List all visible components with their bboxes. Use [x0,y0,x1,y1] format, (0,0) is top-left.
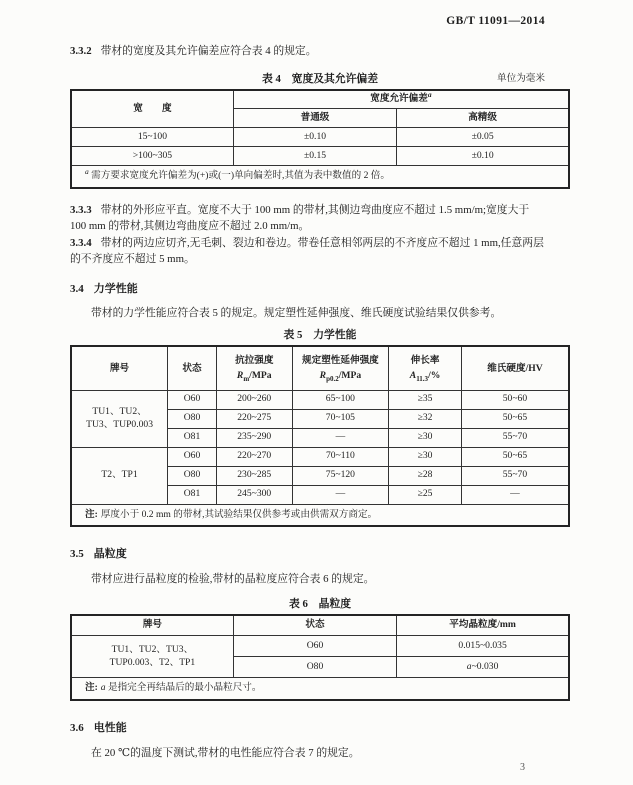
proof-cell: — [292,485,389,504]
table4-data-row [71,147,569,166]
section-3-3-2 [70,43,570,60]
proof-cell: 70~110 [292,447,389,466]
proof-cell: — [292,428,389,447]
grain-size-cell [397,657,569,678]
tolerance-cell: ±0.10 [397,147,569,166]
header-line: 抗拉强度 [235,355,274,367]
grade-group-cell [71,390,168,447]
table5-header-temper: 状态 [168,346,217,390]
temper-cell: O81 [168,428,217,447]
table4-width-tolerance [70,89,570,189]
table4-note-row [71,166,569,188]
hardness-cell: — [461,485,569,504]
tensile-cell: 235~290 [216,428,292,447]
header-line: 规定塑性延伸强度 [302,355,379,367]
unit: /MPa [338,370,362,382]
table5-data-row [71,390,569,409]
symbol-subscript: 11.3 [416,375,429,384]
symbol-subscript: m [243,375,250,384]
clause-number: 3.3.3 [70,203,92,216]
grade-line: TU1、TU2、TU3、 [111,644,194,655]
temper-cell: O60 [233,636,396,657]
symbol-subscript: p0.2 [326,375,339,384]
table6-header-row [71,615,569,636]
section-3-4-heading [70,282,570,296]
note-text: 是指完全再结晶后的最小晶粒尺寸。 [108,682,262,693]
proof-cell: 75~120 [292,466,389,485]
proof-cell: 70~105 [292,409,389,428]
table4-unit-label: 单位为毫米 [497,72,545,84]
unit: /% [428,370,441,382]
temper-cell: O60 [168,447,217,466]
hardness-cell: 55~70 [461,466,569,485]
tensile-cell: 230~285 [216,466,292,485]
symbol: a [466,660,472,672]
table6-note-row [71,678,569,700]
clause-text: 带材的两边应切齐,无毛刺、裂边和卷边。带卷任意相邻两层的不齐度应不超过 1 mm,任意两层 [100,236,544,249]
table5-title: 表 5 力学性能 [283,329,357,341]
header-symbol [295,368,387,383]
table5-note-row [71,504,569,526]
table5-note-cell [71,504,569,526]
footnote-marker: a [85,166,89,176]
temper-cell: O81 [168,485,217,504]
tolerance-cell: ±0.15 [233,147,396,166]
hardness-cell: 50~65 [461,409,569,428]
clause-number: 3.3.2 [70,45,92,57]
table5-caption-row [70,328,570,342]
grade-group-cell [71,636,233,678]
table4-title: 表 4 宽度及其允许偏差 [261,72,379,85]
proof-cell: 65~100 [292,390,389,409]
header-symbol [391,368,459,383]
table6-header-grain: 平均晶粒度/mm [397,615,569,636]
heading-text: 晶粒度 [93,548,127,560]
table5-header-proof [292,346,389,390]
symbol: R [236,370,244,382]
footnote-marker: a [427,89,432,99]
heading-text: 电性能 [93,721,127,734]
page-number: 3 [520,762,525,773]
table6-grain-size [70,614,570,701]
note-text: 厚度小于 0.2 mm 的带材,其试验结果仅供参考或由供需双方商定。 [100,508,378,520]
note-prefix: 注: [85,682,98,693]
elongation-cell: ≥30 [389,428,462,447]
table5-header-hardness: 维氏硬度/HV [461,346,569,390]
clause-line: 的不齐度应不超过 5 mm。 [70,253,195,265]
temper-cell: O60 [168,390,217,409]
clause-number: 3.6 [70,721,84,734]
symbol: a [100,682,106,693]
table6-caption-row [70,597,570,611]
tensile-cell: 220~270 [216,447,292,466]
table6-header-grade: 牌号 [71,615,233,636]
table5-header-tensile [216,346,292,390]
table5-header-grade: 牌号 [71,346,168,390]
table4-header-width: 宽 度 [71,90,233,128]
note-prefix: 注: [85,508,98,520]
elongation-cell: ≥32 [389,409,462,428]
tensile-cell: 200~260 [216,390,292,409]
table6-note-cell [71,678,569,700]
table6-title: 表 6 晶粒度 [288,597,352,610]
clause-line: 100 mm 的带材,其侧边弯曲度应不超过 2.0 mm/m。 [70,220,310,232]
elongation-cell: ≥25 [389,485,462,504]
clause-text: 带材的外形应平直。宽度不大于 100 mm 的带材,其侧边弯曲度应不超过 1.5 mm/m;宽度大于 [100,203,530,216]
section-3-5-text: 带材应进行晶粒度的检验,带材的晶粒度应符合表 6 的规定。 [91,573,375,585]
table5-mechanical-properties [70,345,570,527]
section-3-6-heading [70,721,570,735]
table4-header-tolerance [233,90,569,109]
section-3-3-3 [70,202,570,235]
clause-line [70,235,570,252]
symbol: R [319,370,327,382]
hardness-cell: 50~60 [461,390,569,409]
note-text: 需方要求宽度允许偏差为(+)或(一)单向偏差时,其值为表中数值的 2 倍。 [91,170,390,181]
table4-note-cell [71,166,569,188]
grade-line: TU3、TUP0.003 [86,418,153,430]
elongation-cell: ≥28 [389,466,462,485]
unit: /MPa [249,370,272,382]
section-3-3-4 [70,235,570,268]
tensile-cell: 245~300 [216,485,292,504]
width-range-cell: >100~305 [71,147,233,166]
width-range-cell: 15~100 [71,128,233,147]
elongation-cell: ≥35 [389,390,462,409]
section-3-5-heading [70,547,570,561]
clause-number: 3.5 [70,548,84,560]
hardness-cell: 55~70 [461,428,569,447]
table4-header-row-1 [71,90,569,109]
header-line: 伸长率 [410,355,440,367]
table5-data-row [71,447,569,466]
table4-header-normal: 普通级 [233,109,396,128]
tensile-cell: 220~275 [216,409,292,428]
table5-header-elongation [389,346,462,390]
grade-group-cell: T2、TP1 [71,447,168,504]
standard-number: GB/T 11091—2014 [446,15,545,27]
elongation-cell: ≥30 [389,447,462,466]
tolerance-cell: ±0.10 [233,128,396,147]
temper-cell: O80 [233,657,396,678]
table6-data-row [71,636,569,657]
table5-header-row [71,346,569,390]
clause-number: 3.4 [70,282,84,295]
grade-line: TUP0.003、T2、TP1 [109,656,196,668]
clause-line [70,202,570,219]
table4-caption-row [70,72,570,86]
table6-header-temper: 状态 [233,615,396,636]
heading-text: 力学性能 [93,282,138,295]
header-symbol [219,368,290,383]
temper-cell: O80 [168,409,217,428]
hardness-cell: 50~65 [461,447,569,466]
section-3-4-text: 带材的力学性能应符合表 5 的规定。规定塑性延伸强度、维氏硬度试验结果仅供参考。 [91,306,502,319]
table4-data-row [71,128,569,147]
symbol: A [409,370,417,382]
grade-line: TU1、TU2、 [92,406,147,417]
table4-header-high: 高精级 [397,109,569,128]
temper-cell: O80 [168,466,217,485]
section-3-6-text: 在 20 ℃的温度下测试,带材的电性能应符合表 7 的规定。 [91,746,360,759]
tolerance-label: 宽度允许偏差 [370,93,428,104]
tolerance-cell: ±0.05 [397,128,569,147]
clause-text: 带材的宽度及其允许偏差应符合表 4 的规定。 [100,45,317,57]
grain-size-cell: 0.015~0.035 [397,636,569,657]
grain-size-rest: ~0.030 [471,660,499,672]
clause-number: 3.3.4 [70,236,92,249]
